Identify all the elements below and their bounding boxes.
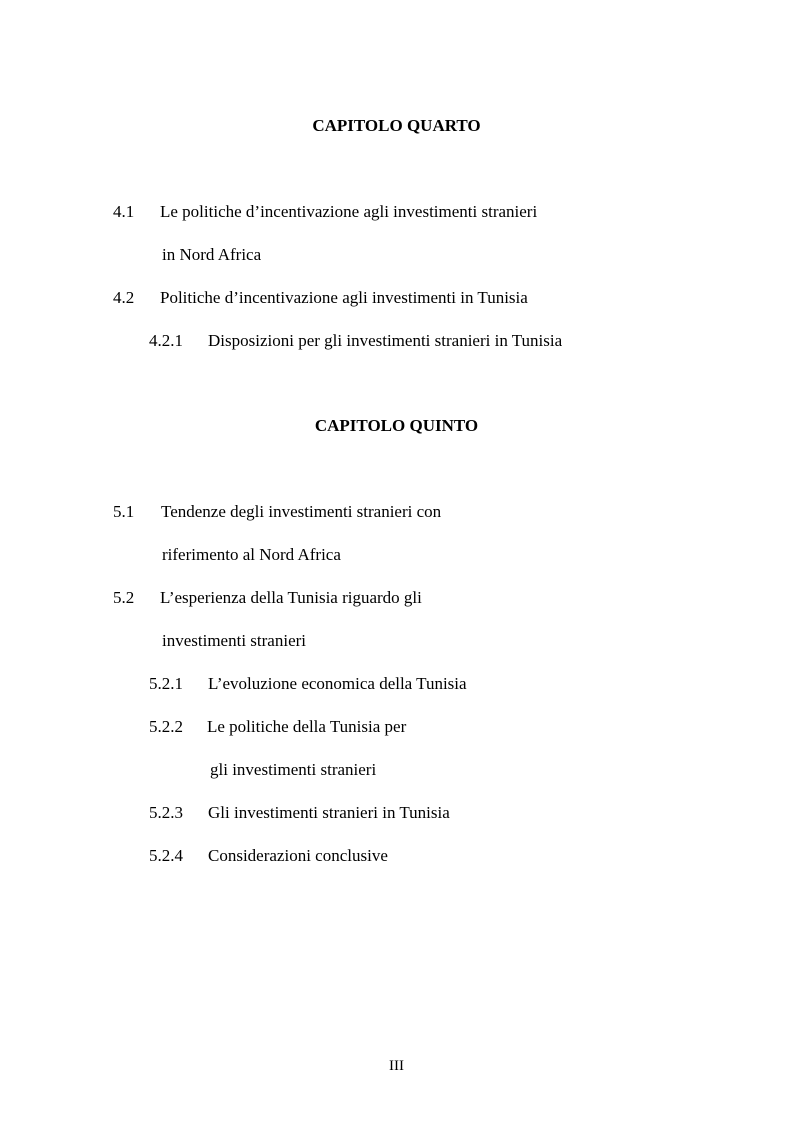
toc-entry-title: L’esperienza della Tunisia riguardo gli xyxy=(160,588,422,607)
toc-entry-title-continuation: gli investimenti stranieri xyxy=(210,760,377,779)
toc-entry-title: Le politiche della Tunisia per xyxy=(207,717,407,736)
toc-entry-title-continuation: riferimento al Nord Africa xyxy=(162,545,341,564)
page-number: III xyxy=(389,1058,404,1074)
toc-entry-number: 4.2.1 xyxy=(149,331,183,350)
toc-entry-number: 5.2.1 xyxy=(149,674,183,693)
toc-entry-title: Disposizioni per gli investimenti stranieri in Tunisia xyxy=(208,331,563,350)
toc-entry-number: 5.1 xyxy=(113,502,135,521)
toc-entry-title: L’evoluzione economica della Tunisia xyxy=(208,674,467,693)
toc-entry-number: 4.1 xyxy=(113,202,135,221)
toc-entry-title: Tendenze degli investimenti stranieri con xyxy=(161,502,442,521)
toc-entry-title: Considerazioni conclusive xyxy=(208,846,388,865)
chapter-heading-4: CAPITOLO QUARTO xyxy=(312,116,481,135)
toc-entry-number: 5.2.4 xyxy=(149,846,183,865)
toc-entry-number: 4.2 xyxy=(113,288,135,307)
chapter-heading-5: CAPITOLO QUINTO xyxy=(314,416,479,435)
toc-entry-title-continuation: in Nord Africa xyxy=(162,245,262,264)
toc-entry-title: Le politiche d’incentivazione agli investimenti stranieri xyxy=(160,202,538,221)
toc-entry-number: 5.2 xyxy=(113,588,135,607)
toc-entry-title: Gli investimenti stranieri in Tunisia xyxy=(208,803,450,822)
toc-entry-number: 5.2.2 xyxy=(149,717,183,736)
toc-entry-number: 5.2.3 xyxy=(149,803,183,822)
toc-entry-title: Politiche d’incentivazione agli investimenti in Tunisia xyxy=(160,288,528,307)
toc-entry-title-continuation: investimenti stranieri xyxy=(162,631,306,650)
